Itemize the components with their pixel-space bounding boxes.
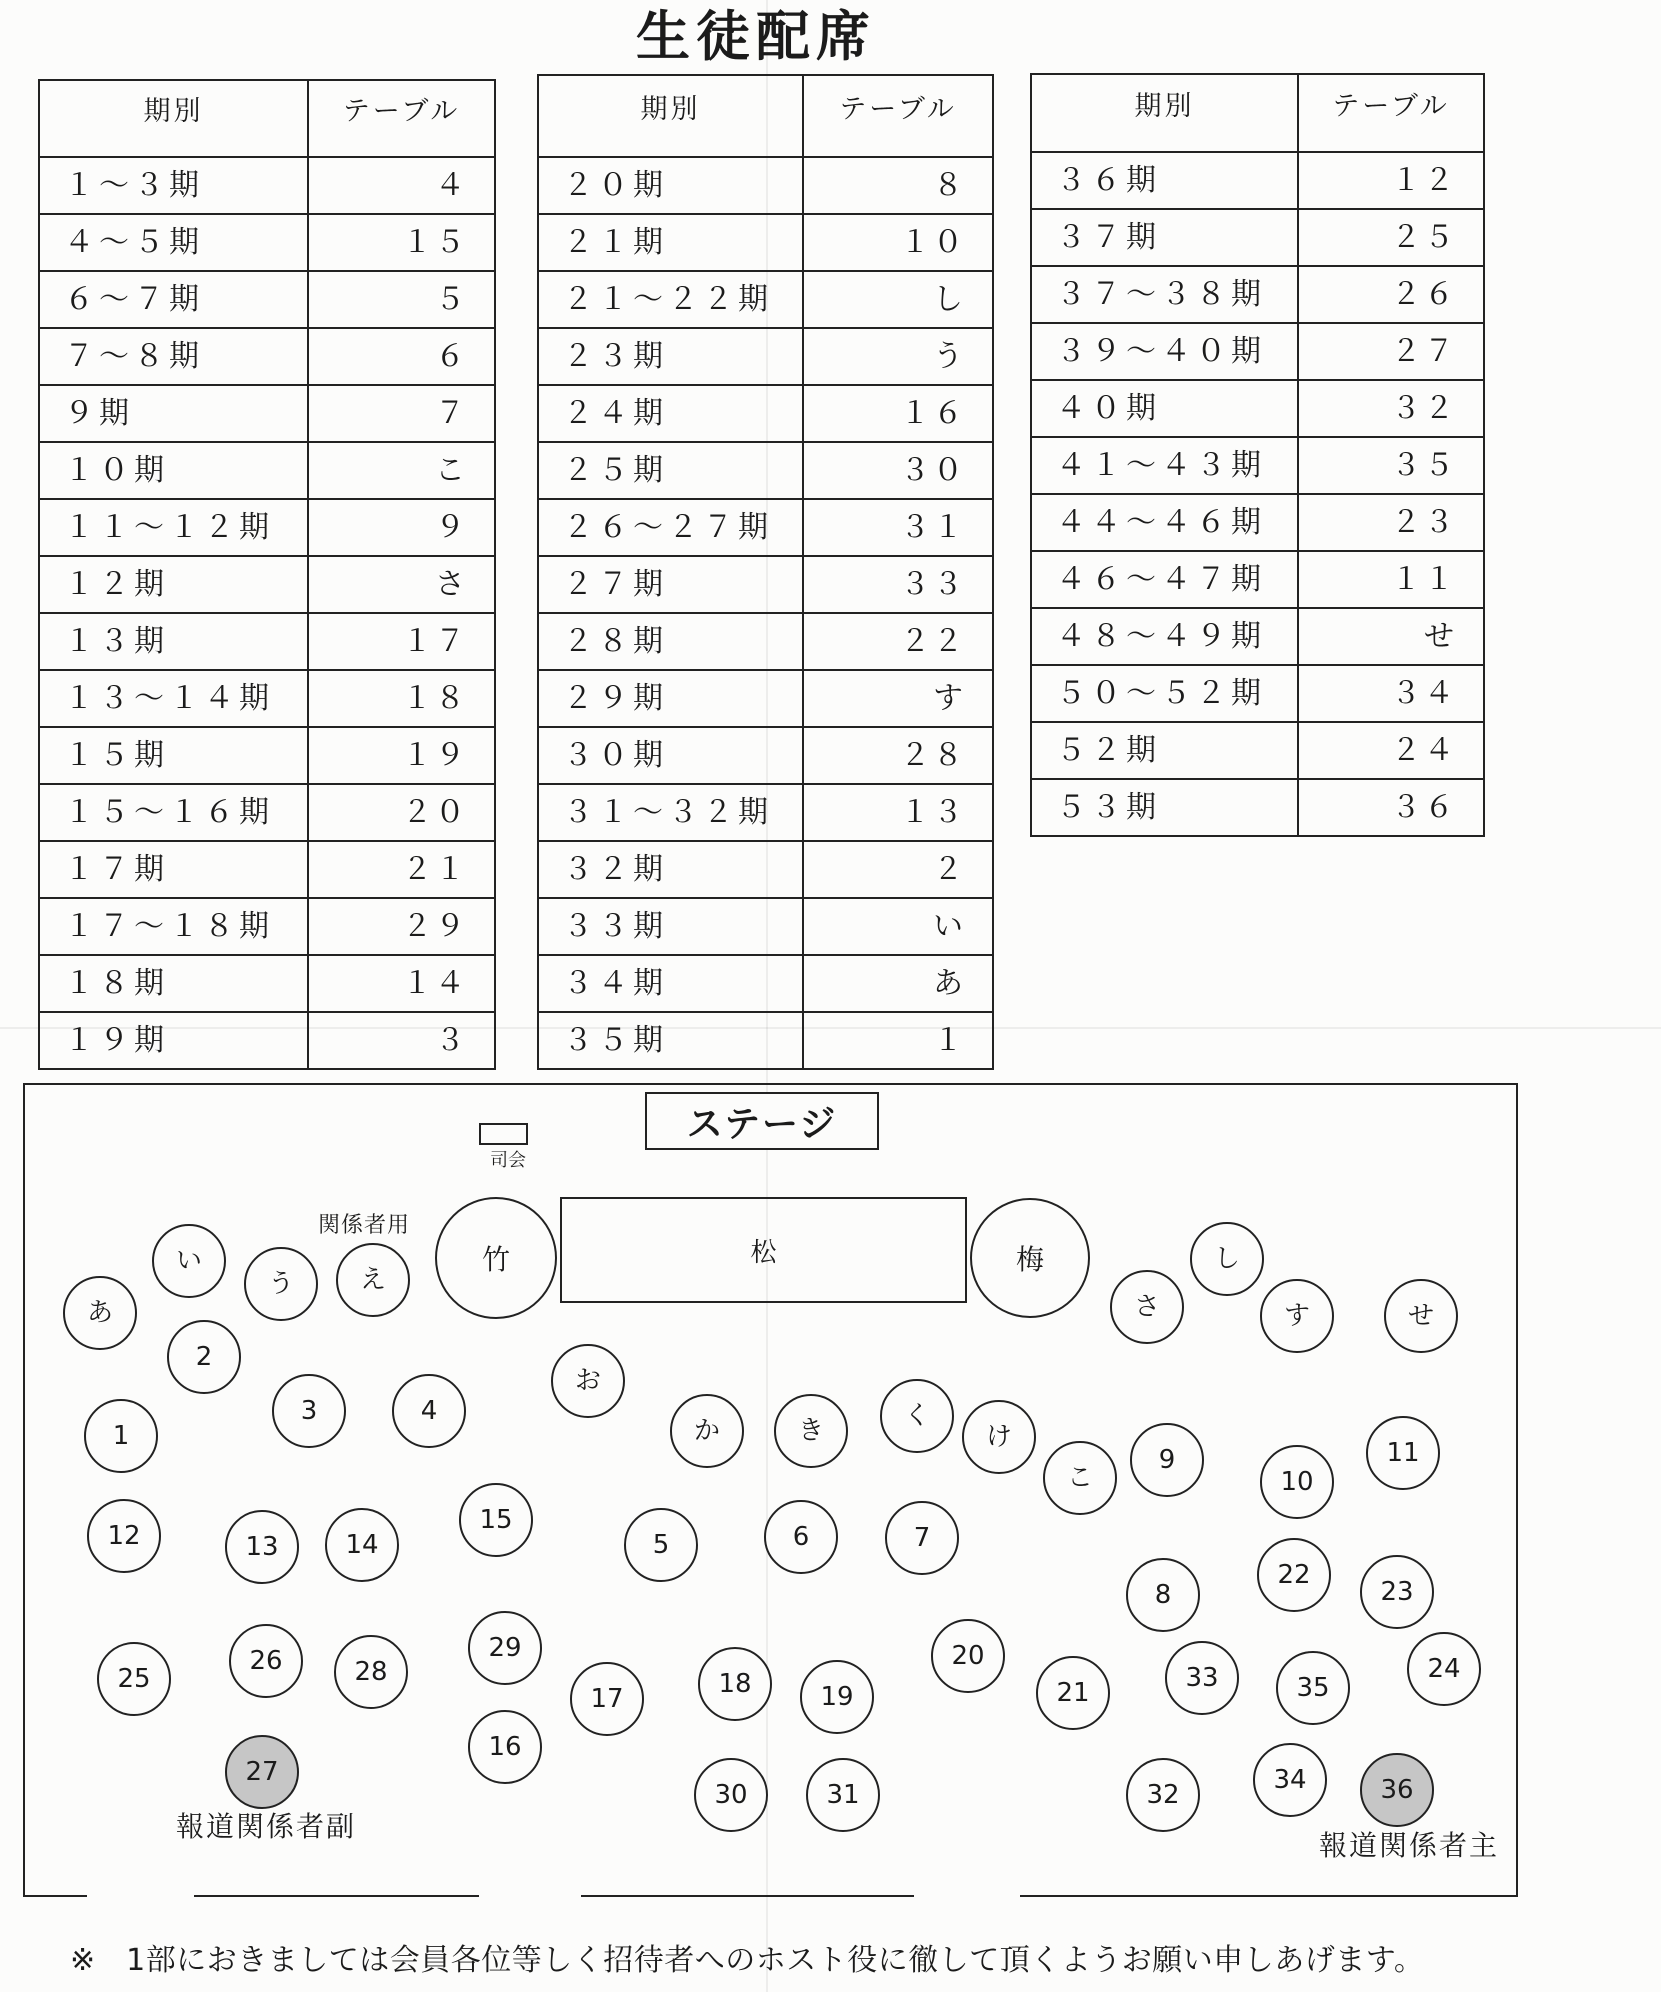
- table-number-cell: ３: [308, 1012, 495, 1069]
- table-row: [1031, 494, 1484, 551]
- period-cell: ６～７期: [39, 271, 308, 328]
- period-cell: ４０期: [1031, 380, 1298, 437]
- table-row: [538, 670, 993, 727]
- seat-table: 10: [1260, 1445, 1334, 1519]
- seat-table: 31: [806, 1758, 880, 1832]
- table-number-cell: ３６: [1298, 779, 1484, 836]
- table-number-cell: ９: [308, 499, 495, 556]
- table-row: [538, 385, 993, 442]
- period-cell: １８期: [39, 955, 308, 1012]
- period-cell: ２７期: [538, 556, 803, 613]
- table-number-cell: ８: [803, 157, 993, 214]
- footnote: ※ 1部におきましては会員各位等しく招待者へのホスト役に徹して頂くようお願い申しあげます。: [70, 1943, 1425, 1978]
- table-row: [538, 841, 993, 898]
- period-cell: ３９～４０期: [1031, 323, 1298, 380]
- period-cell: １３～１４期: [39, 670, 308, 727]
- table-row: [39, 556, 495, 613]
- document-title: 生徒配席: [636, 5, 876, 68]
- table-number-cell: １８: [308, 670, 495, 727]
- table-number-cell: ２７: [1298, 323, 1484, 380]
- table-number-cell: ２６: [1298, 266, 1484, 323]
- seat-table: 6: [764, 1500, 838, 1574]
- table-number-cell: ６: [308, 328, 495, 385]
- period-cell: １３期: [39, 613, 308, 670]
- period-cell: ２０期: [538, 157, 803, 214]
- period-cell: ４４～４６期: [1031, 494, 1298, 551]
- period-cell: ４８～４９期: [1031, 608, 1298, 665]
- seat-table: 33: [1165, 1641, 1239, 1715]
- table-row: [538, 499, 993, 556]
- stage-label: ステージ: [645, 1092, 879, 1150]
- table-row: [39, 784, 495, 841]
- table-number-cell: １２: [1298, 152, 1484, 209]
- mc-label: 司会: [490, 1150, 526, 1171]
- period-cell: ７～８期: [39, 328, 308, 385]
- period-cell: ４６～４７期: [1031, 551, 1298, 608]
- table-header-row: [39, 80, 495, 157]
- period-cell: ４１～４３期: [1031, 437, 1298, 494]
- table-number-cell: ７: [308, 385, 495, 442]
- seat-table: し: [1190, 1222, 1264, 1296]
- seat-table: く: [880, 1379, 954, 1453]
- period-cell: ９期: [39, 385, 308, 442]
- table-number-cell: ２５: [1298, 209, 1484, 266]
- table-number-header: テーブル: [308, 80, 495, 157]
- period-cell: １７期: [39, 841, 308, 898]
- period-cell: ３７～３８期: [1031, 266, 1298, 323]
- period-cell: １５～１６期: [39, 784, 308, 841]
- period-header: 期別: [39, 80, 308, 157]
- period-cell: ２６～２７期: [538, 499, 803, 556]
- seat-table: い: [152, 1224, 226, 1298]
- table-number-cell: し: [803, 271, 993, 328]
- table-row: [538, 556, 993, 613]
- table-row: [39, 328, 495, 385]
- table-number-cell: １３: [803, 784, 993, 841]
- seat-table: 25: [97, 1642, 171, 1716]
- seating-assignment-table-2: [537, 74, 994, 1070]
- table-row: [39, 157, 495, 214]
- table-header-row: [538, 75, 993, 157]
- period-header: 期別: [1031, 74, 1298, 152]
- seat-table: 32: [1126, 1758, 1200, 1832]
- seat-table: 26: [229, 1624, 303, 1698]
- table-number-cell: こ: [308, 442, 495, 499]
- table-row: [39, 670, 495, 727]
- seat-table: さ: [1110, 1270, 1184, 1344]
- table-row: [39, 898, 495, 955]
- table-row: [1031, 551, 1484, 608]
- period-cell: １５期: [39, 727, 308, 784]
- period-cell: ４～５期: [39, 214, 308, 271]
- seat-table: 30: [694, 1758, 768, 1832]
- seat-table: 23: [1360, 1555, 1434, 1629]
- seat-table: け: [962, 1400, 1036, 1474]
- table-row: [39, 727, 495, 784]
- seat-table: 9: [1130, 1423, 1204, 1497]
- table-row: [1031, 665, 1484, 722]
- period-cell: １０期: [39, 442, 308, 499]
- period-header: 期別: [538, 75, 803, 157]
- seat-table: 4: [392, 1374, 466, 1448]
- period-cell: ３６期: [1031, 152, 1298, 209]
- seat-table: 22: [1257, 1538, 1331, 1612]
- table-number-cell: さ: [308, 556, 495, 613]
- table-header-row: [1031, 74, 1484, 152]
- table-number-cell: ２３: [1298, 494, 1484, 551]
- table-row: [39, 214, 495, 271]
- seat-table: 5: [624, 1508, 698, 1582]
- table-row: [538, 271, 993, 328]
- period-cell: ３４期: [538, 955, 803, 1012]
- seat-table: 36: [1360, 1753, 1434, 1827]
- frame-bottom-segment: [581, 1895, 914, 1897]
- period-cell: １７～１８期: [39, 898, 308, 955]
- seat-table: 29: [468, 1611, 542, 1685]
- table-number-cell: １０: [803, 214, 993, 271]
- staff-table-label: 関係者用: [318, 1213, 411, 1238]
- period-cell: ３１～３２期: [538, 784, 803, 841]
- seat-table: こ: [1043, 1441, 1117, 1515]
- frame-bottom-segment: [23, 1895, 87, 1897]
- table-row: [538, 727, 993, 784]
- seat-table: 15: [459, 1483, 533, 1557]
- seat-table: 34: [1253, 1743, 1327, 1817]
- period-cell: ５３期: [1031, 779, 1298, 836]
- table-number-cell: １: [803, 1012, 993, 1069]
- mc-podium: [479, 1123, 528, 1145]
- table-row: [538, 955, 993, 1012]
- table-row: [538, 442, 993, 499]
- period-cell: １～３期: [39, 157, 308, 214]
- table-row: [1031, 323, 1484, 380]
- seating-assignment-table-1: [38, 79, 496, 1070]
- table-number-cell: １１: [1298, 551, 1484, 608]
- table-row: [39, 841, 495, 898]
- table-number-cell: ４: [308, 157, 495, 214]
- table-row: [538, 328, 993, 385]
- table-row: [538, 214, 993, 271]
- table-number-cell: ２: [803, 841, 993, 898]
- period-cell: ３３期: [538, 898, 803, 955]
- seat-table: か: [670, 1394, 744, 1468]
- period-cell: ３７期: [1031, 209, 1298, 266]
- table-number-cell: ５: [308, 271, 495, 328]
- seat-table: え: [336, 1243, 410, 1317]
- table-number-cell: ３１: [803, 499, 993, 556]
- seat-table: 3: [272, 1374, 346, 1448]
- table-number-cell: ２２: [803, 613, 993, 670]
- table-number-cell: ２８: [803, 727, 993, 784]
- table-row: [538, 898, 993, 955]
- table-number-cell: あ: [803, 955, 993, 1012]
- seat-table: 1: [84, 1399, 158, 1473]
- period-cell: ２１～２２期: [538, 271, 803, 328]
- table-row: [538, 784, 993, 841]
- table-row: [538, 613, 993, 670]
- table-number-header: テーブル: [1298, 74, 1484, 152]
- table-number-cell: １９: [308, 727, 495, 784]
- period-cell: １１～１２期: [39, 499, 308, 556]
- table-row: [1031, 380, 1484, 437]
- table-number-cell: す: [803, 670, 993, 727]
- seat-table: 24: [1407, 1632, 1481, 1706]
- seat-table: 17: [570, 1662, 644, 1736]
- period-cell: ２１期: [538, 214, 803, 271]
- seat-table: す: [1260, 1279, 1334, 1353]
- table-row: [538, 1012, 993, 1069]
- period-cell: ３０期: [538, 727, 803, 784]
- period-cell: ２８期: [538, 613, 803, 670]
- seat-table: 28: [334, 1635, 408, 1709]
- table-row: [1031, 209, 1484, 266]
- seat-table: お: [551, 1344, 625, 1418]
- frame-bottom-segment: [1020, 1895, 1518, 1897]
- table-row: [1031, 779, 1484, 836]
- table-number-cell: １４: [308, 955, 495, 1012]
- seat-table: う: [244, 1247, 318, 1321]
- table-number-cell: ２４: [1298, 722, 1484, 779]
- seating-assignment-table-3: [1030, 73, 1485, 837]
- table-number-cell: ２１: [308, 841, 495, 898]
- table-row: [39, 442, 495, 499]
- table-row: [39, 271, 495, 328]
- frame-bottom-segment: [194, 1895, 479, 1897]
- period-cell: ２３期: [538, 328, 803, 385]
- press-vice-label: 報道関係者副: [176, 1810, 357, 1843]
- table-row: [1031, 152, 1484, 209]
- table-number-cell: ３３: [803, 556, 993, 613]
- table-number-cell: ３４: [1298, 665, 1484, 722]
- table-row: [39, 613, 495, 670]
- seat-table: 21: [1036, 1656, 1110, 1730]
- period-cell: １２期: [39, 556, 308, 613]
- period-cell: ５０～５２期: [1031, 665, 1298, 722]
- table-number-cell: ２９: [308, 898, 495, 955]
- period-cell: ５２期: [1031, 722, 1298, 779]
- seat-table: 8: [1126, 1558, 1200, 1632]
- table-number-cell: ３０: [803, 442, 993, 499]
- table-row: [39, 955, 495, 1012]
- table-row: [1031, 266, 1484, 323]
- table-number-cell: ２０: [308, 784, 495, 841]
- seat-table: 12: [87, 1499, 161, 1573]
- table-row: [1031, 437, 1484, 494]
- table-row: [39, 385, 495, 442]
- seat-table: 2: [167, 1320, 241, 1394]
- seat-table: 7: [885, 1501, 959, 1575]
- seat-table: 19: [800, 1660, 874, 1734]
- seat-table: 35: [1276, 1651, 1350, 1725]
- head-table-matsu: 松: [560, 1197, 967, 1303]
- head-table-take: 竹: [435, 1197, 557, 1319]
- table-number-cell: ３５: [1298, 437, 1484, 494]
- table-number-cell: せ: [1298, 608, 1484, 665]
- seat-table: 14: [325, 1508, 399, 1582]
- press-main-label: 報道関係者主: [1319, 1829, 1500, 1862]
- table-number-cell: １７: [308, 613, 495, 670]
- period-cell: ２４期: [538, 385, 803, 442]
- seat-table: あ: [63, 1276, 137, 1350]
- seat-table: き: [774, 1394, 848, 1468]
- table-number-cell: １５: [308, 214, 495, 271]
- seat-table: 18: [698, 1647, 772, 1721]
- seat-table: 20: [931, 1619, 1005, 1693]
- table-number-cell: ３２: [1298, 380, 1484, 437]
- period-cell: ２９期: [538, 670, 803, 727]
- period-cell: ３２期: [538, 841, 803, 898]
- period-cell: ２５期: [538, 442, 803, 499]
- table-number-cell: う: [803, 328, 993, 385]
- table-number-cell: い: [803, 898, 993, 955]
- seat-table: 16: [468, 1710, 542, 1784]
- table-row: [39, 499, 495, 556]
- seat-table: 27: [225, 1735, 299, 1809]
- table-number-header: テーブル: [803, 75, 993, 157]
- period-cell: １９期: [39, 1012, 308, 1069]
- seat-table: 13: [225, 1510, 299, 1584]
- seat-table: 11: [1366, 1416, 1440, 1490]
- head-table-ume: 梅: [970, 1198, 1090, 1318]
- table-row: [1031, 722, 1484, 779]
- period-cell: ３５期: [538, 1012, 803, 1069]
- table-number-cell: １６: [803, 385, 993, 442]
- table-row: [39, 1012, 495, 1069]
- seat-table: せ: [1384, 1279, 1458, 1353]
- table-row: [1031, 608, 1484, 665]
- table-row: [538, 157, 993, 214]
